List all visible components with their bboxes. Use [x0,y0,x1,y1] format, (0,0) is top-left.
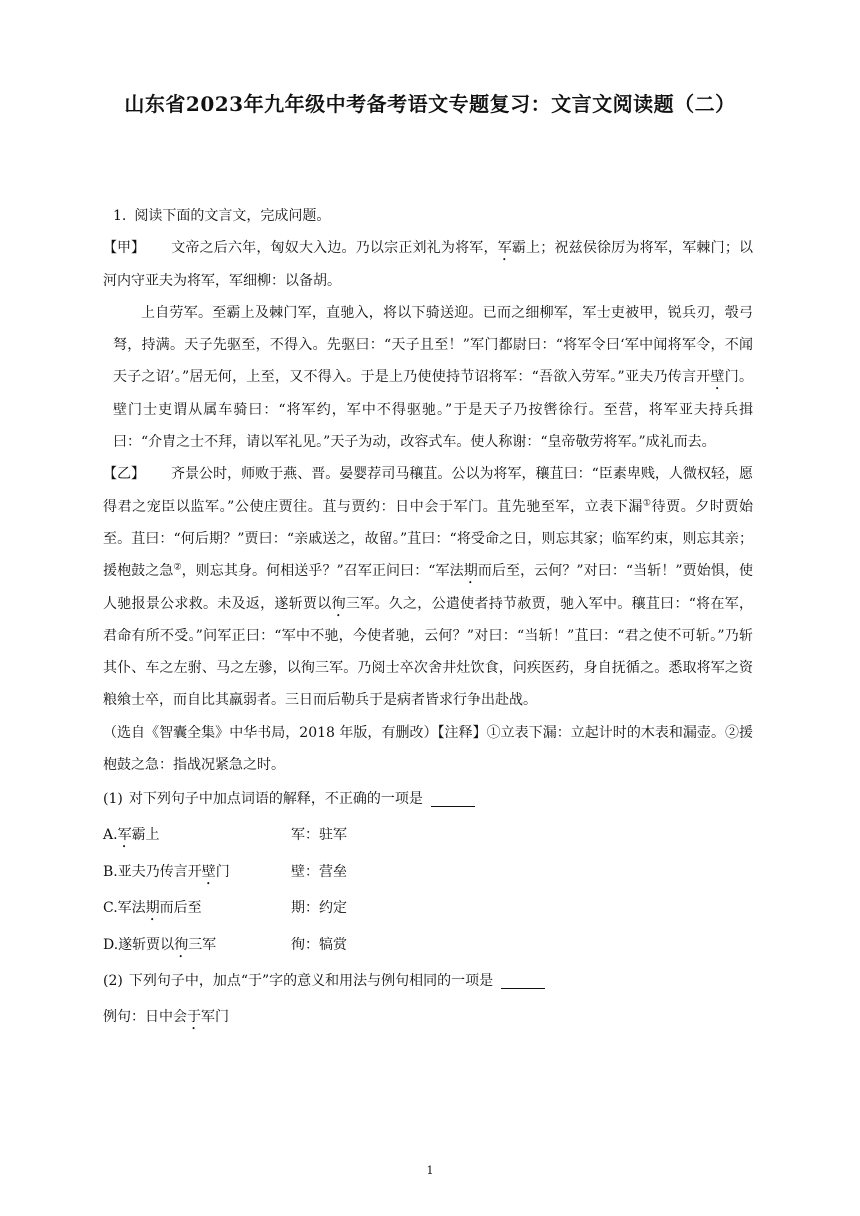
example-text: 例句：日中会 [103,1009,187,1026]
passage-text: 而后至，云何？”对曰：“当斩！”贾始惧，使人驰报景公求救。未及返，遂斩贾以 [103,563,753,612]
emphasized-word: 期 [463,563,478,580]
passage-text: 上自劳军。至霸上及棘门军，直驰入，将以下骑送迎。已而之细柳军，军士吏被甲，锐兵刃，彀弓弩，持满。天子先驱至，不得入。先驱曰：“天子且至！”军门都尉曰：“将军令曰‘军中闻将军令，不闻天子之诏’。”居无何，上至，又不得入。于是上乃使使持节诏将军：“吾欲入劳军。”亚夫乃传言开 [113,304,753,386]
passage-text: 齐景公时，师败于燕、晋。晏婴荐司马穰苴。公以为将军，穰苴曰：“臣素卑贱，人微权轻，愿得君之宠臣以监军。”公使庄贾往。苴与贾约：日中会于军门。苴先驰至军，立表下漏 [103,466,753,515]
source-note: （选自《智囊全集》中华书局，2018 年版，有删改）【注释】①立表下漏：立起计时的木表和漏壶。②援枹鼓之急：指战况紧急之时。 [103,724,753,774]
passage-text: 三军。久之，公遣使者持节赦贾，驰入军中。穰苴曰：“将在军，君命有所不受。”问军正曰：“军中不驰，今使者驰，云何？”对曰：“当斩！”苴曰：“君之使不可斩。”乃斩其仆、车之左驸、马之左骖，以徇三军。乃阅士卒次舍井灶饮食，问疾医药，身自抚循之。悉取将军之资粮飨士卒，而自比其羸弱者。三日而后勒兵于是病者皆求行争出赴战。 [103,595,754,709]
emphasized-word: 于 [187,1009,201,1026]
option-a [103,817,753,854]
answer-blank[interactable] [501,974,545,989]
option-gloss: 期：约定 [291,900,347,917]
passage-jia-paragraph-1 [103,232,753,297]
emphasized-word: 壁 [201,863,216,880]
example-sentence [103,999,753,1035]
option-text: 门 [215,863,230,880]
question-1-header [113,200,753,232]
emphasized-word: 徇 [174,936,189,953]
footnote-marker-2: ② [173,562,182,573]
option-text: 而后至 [159,900,202,917]
passage-text: 待贾。夕时贾始至。苴曰：“何后期？”贾曰：“亲戚送之，故留。”苴曰：“将受命之日，则忘其家；临军约束，则忘其亲；援枹鼓之急 [103,498,754,580]
sub-question-text: 下列句子中，加点“于”字的意义和用法与例句相同的一项是 [128,973,494,990]
passage-jia-tag: 【甲】 [103,240,145,257]
page-title: 山东省2023年九年级中考备考语文专题复习：文言文阅读题（二） [124,92,736,116]
page-number: 1 [426,1164,434,1177]
question-instruction: 阅读下面的文言文，完成问题。 [134,208,331,224]
passage-yi [103,458,753,716]
option-label: B.亚夫乃传言开 [103,863,202,880]
answer-blank[interactable] [431,792,475,807]
option-gloss: 壁：营垒 [291,863,347,880]
option-label: D.遂斩贾以 [103,936,175,953]
sub-question-1 [103,781,753,817]
passage-text: ，则忘其身。何相送乎？”召军正问曰：“军法 [181,563,464,580]
option-c [103,890,753,927]
passage-text: 门。壁门士吏谓从属车骑曰：“将军约，军中不得驱驰。”于是天子乃按辔徐行。至营，将军亚夫持兵揖曰：“介胄之士不拜，请以军礼见。”天子为动，改容式车。使人称谢：“皇帝敬劳将军。”成礼而去。 [113,369,754,451]
option-b [103,854,753,891]
sub-question-text: 对下列句子中加点词语的解释，不正确的一项是 [128,791,423,808]
sub-question-label: (2) [103,973,123,990]
option-text: 三军 [188,936,217,953]
option-gloss: 徇：犒赏 [291,936,347,953]
emphasized-word: 期 [145,900,160,917]
footnote-marker-1: ① [642,498,652,509]
sub-question-2 [103,963,753,999]
passage-yi-tag: 【乙】 [103,466,145,483]
emphasized-word: 军 [117,827,132,844]
passage-text: 霸上；祝兹侯徐厉为将军，军棘门；以河内守亚夫为将军，军细柳：以备胡。 [103,240,754,289]
emphasized-word: 徇 [331,595,346,612]
option-d [103,927,753,964]
option-label: C.军法 [103,900,146,917]
passage-text: 文帝之后六年，匈奴大入边。乃以宗正刘礼为将军， [171,240,498,257]
options-list [103,817,753,963]
sub-question-label: (1) [103,791,123,808]
example-text: 军门 [201,1009,229,1026]
document-body [103,200,754,1035]
passage-jia-paragraph-2 [113,297,753,458]
emphasized-word: 军 [497,240,512,257]
option-gloss: 军：驻军 [291,827,347,844]
option-label: A. [103,827,118,844]
option-text: 霸上 [131,827,160,844]
question-number: 1. [113,208,127,224]
emphasized-word: 壁 [710,369,725,386]
